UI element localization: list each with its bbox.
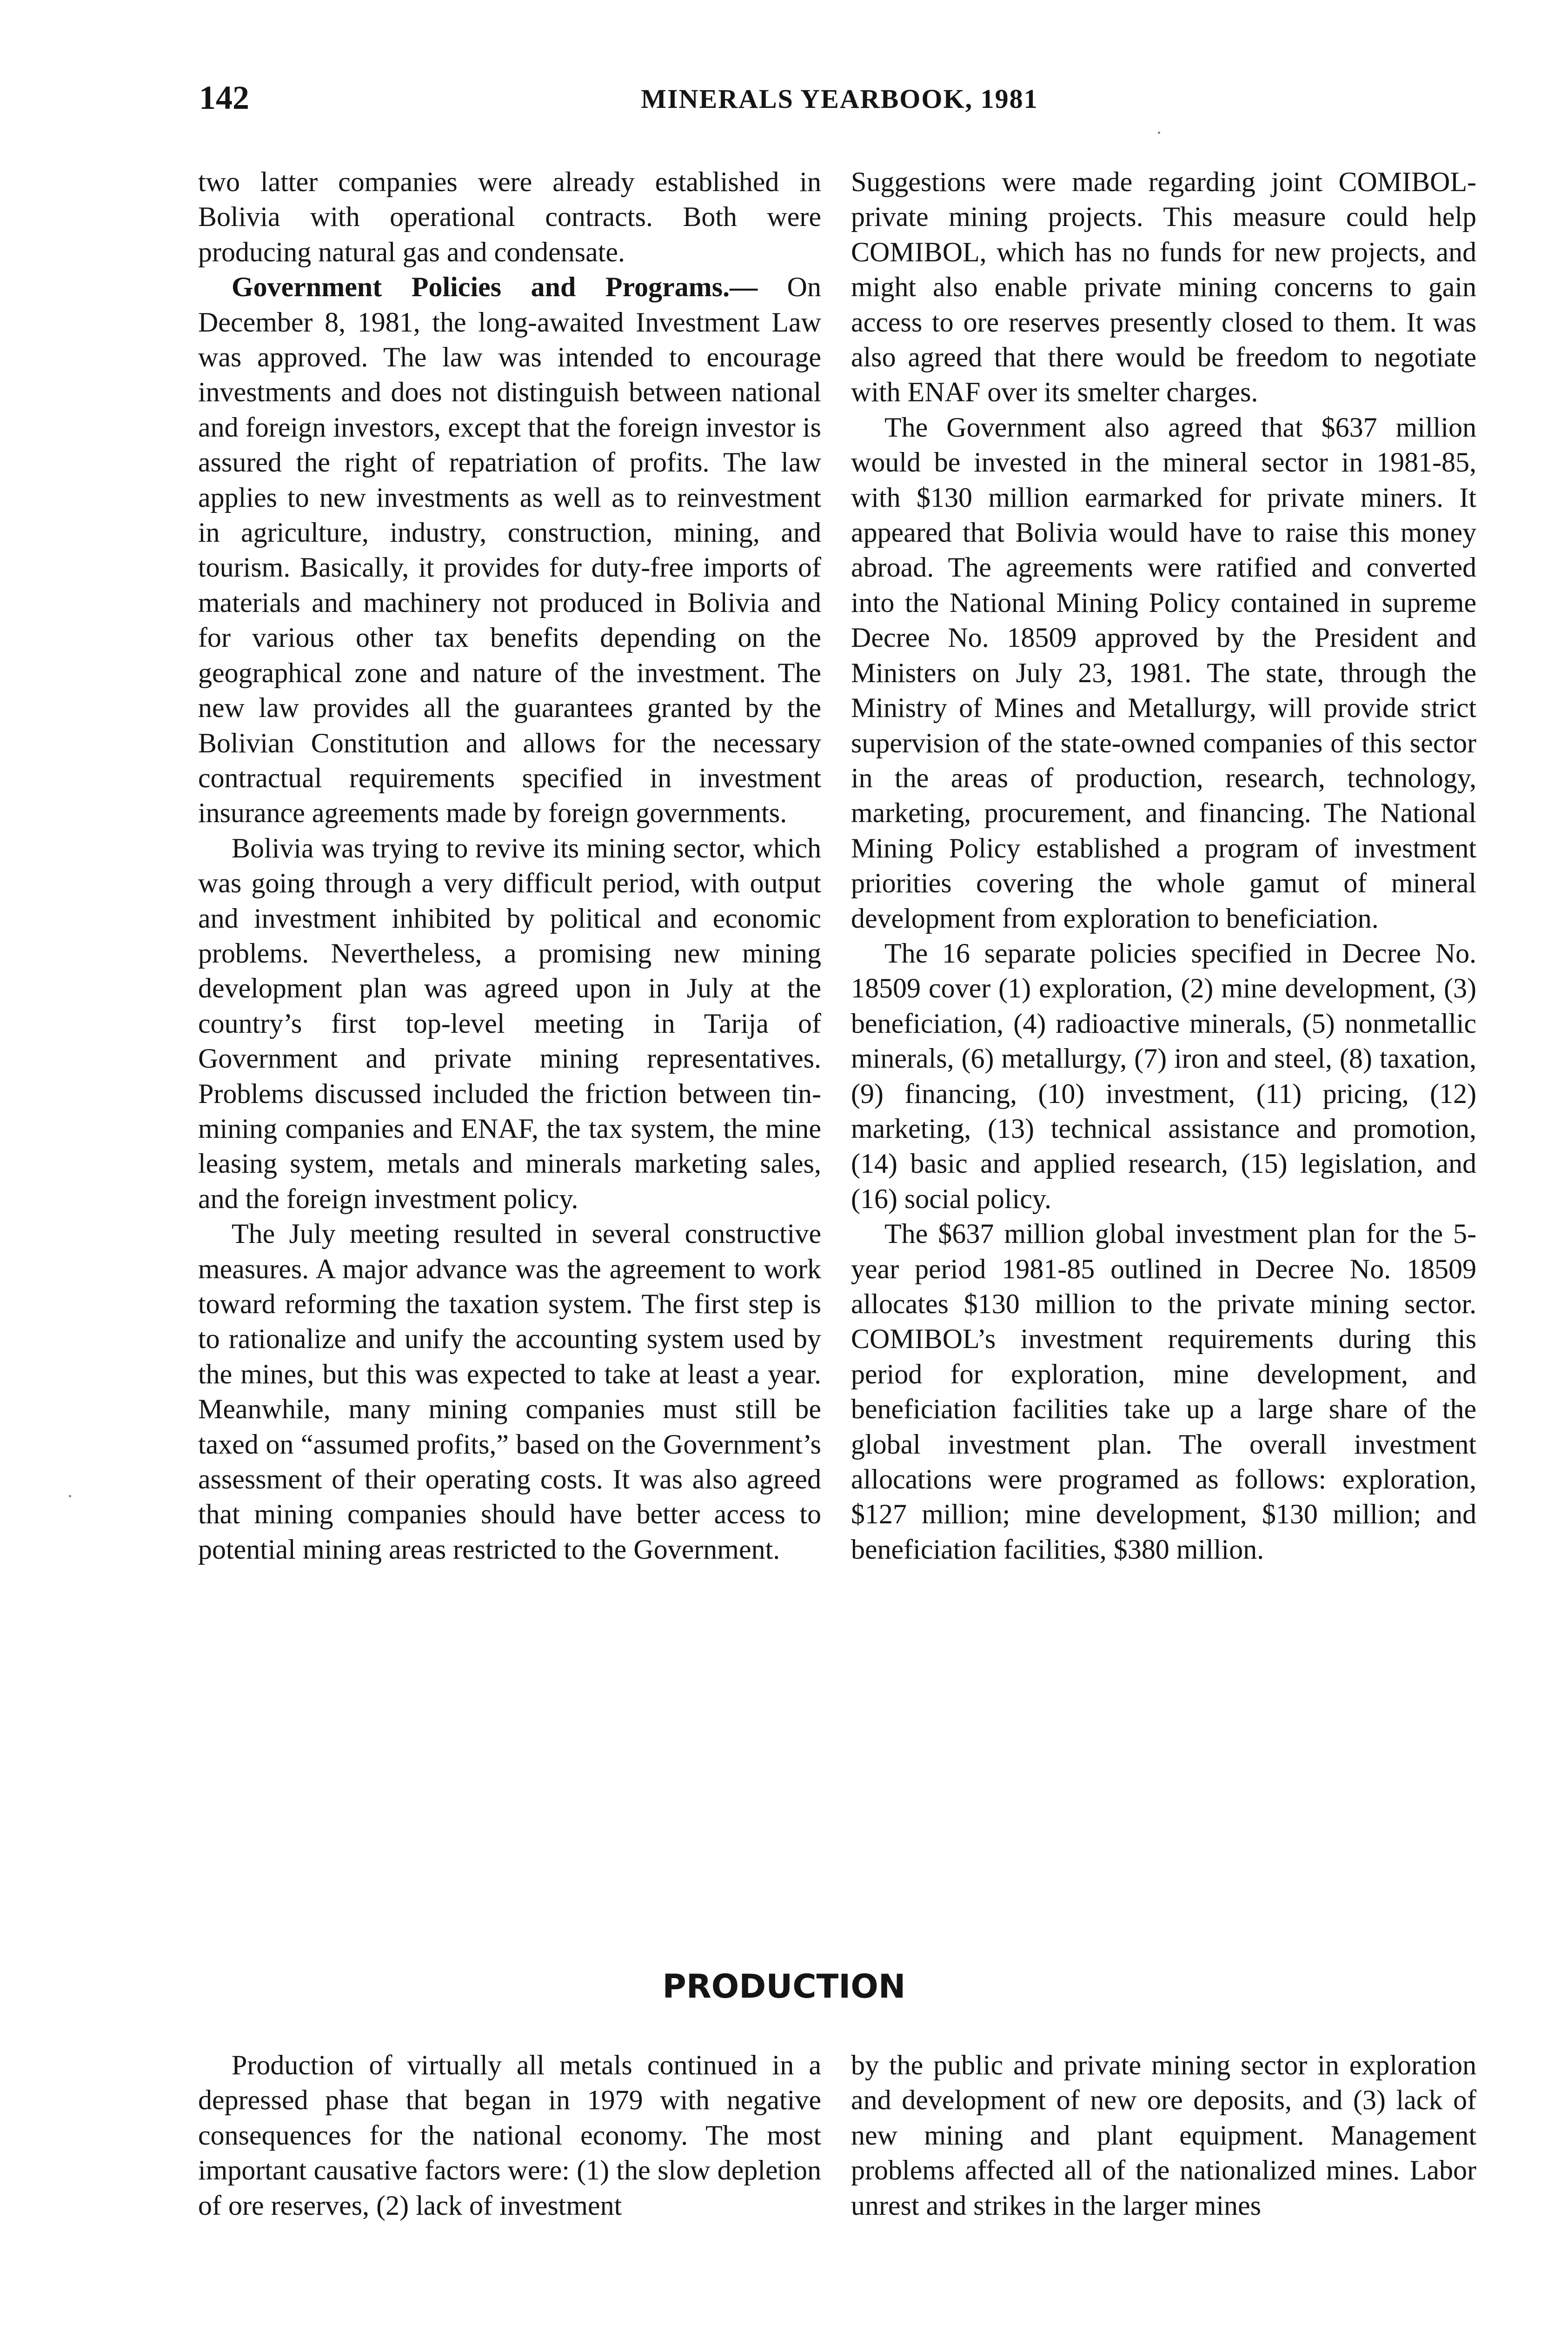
paragraph: The 16 separate policies specified in Decree No. 18509 cover (1) exploration, (2) mine development, (3) beneficiation, (4) radioactive minerals, (5) nonmetallic minerals, (6) metallurgy, (7) iron and steel, (8) taxation, (9) financing, (10) investment, (11) pricing, (12) marketing, (13) technical assistance and promotion, (14) basic and applied research, (15) legislation, and (16) social policy.: [851, 937, 1476, 1214]
scan-speck: [1158, 132, 1160, 134]
paragraph: by the public and private mining sector in exploration and development of new ore deposits, and (3) lack of new mining and plant equipment. Management problems affected all of the nationalized mines. Labor unrest and strikes in the larger mines: [851, 2050, 1476, 2221]
paragraph: Bolivia was trying to revive its mining sector, which was going through a very difficult period, with output and investment inhibited by political and economic problems. Nevertheless, a promising new mining development plan was agreed upon in July at the country’s first top-level meeting in Tarija of Government and private mining representatives. Problems discussed included the friction between tin-mining companies and ENAF, the tax system, the mine leasing system, metals and minerals marketing sales, and the foreign investment policy.: [198, 832, 821, 1214]
section-heading-production: PRODUCTION: [662, 1967, 906, 2006]
paragraph: The $637 million global investment plan for the 5-year period 1981-85 outlined in Decree No. 18509 allocates $130 million to the private mining sector. COMIBOL’s investment requirements during this period for exploration, mine development, and beneficiation facilities take up a large share of the global investment plan. The overall investment allocations were programed as follows: exploration, $127 million; mine development, $130 million; and beneficiation facilities, $380 million.: [851, 1218, 1476, 1565]
text-column-right-top: [851, 165, 1476, 1567]
paragraph: The July meeting resulted in several constructive measures. A major advance was the agreement to work toward reforming the taxation system. The first step is to rationalize and unify the accounting system used by the mines, but this was expected to take at least a year. Meanwhile, many mining companies must still be taxed on “assumed profits,” based on the Government’s assessment of their operating costs. It was also agreed that mining companies should have better access to potential mining areas restricted to the Government.: [198, 1218, 821, 1565]
paragraph: Production of virtually all metals continued in a depressed phase that began in 1979 with negative consequences for the national economy. The most important causative factors were: (1) the slow depletion of ore reserves, (2) lack of investment: [198, 2050, 821, 2221]
paragraph: two latter companies were already established in Bolivia with operational contracts. Both were producing natural gas and condensate.: [198, 166, 821, 267]
text-column-left-bottom: [198, 2048, 821, 2223]
page-header: [199, 79, 1480, 121]
paragraph: Suggestions were made regarding joint COMIBOL-private mining projects. This measure could help COMIBOL, which has no funds for new projects, and might also enable private mining concerns to gain access to ore reserves presently closed to them. It was also agreed that there would be freedom to negotiate with ENAF over its smelter charges.: [851, 166, 1476, 408]
paragraph-body: On December 8, 1981, the long-awaited Investment Law was approved. The law was intended to encourage investments and does not distinguish between national and foreign investors, except that the foreign investor is assured the right of repatriation of profits. The law applies to new investments as well as to reinvestment in agriculture, industry, construction, mining, and tourism. Basically, it provides for duty-free imports of materials and machinery not produced in Bolivia and for various other tax benefits depending on the geographical zone and nature of the investment. The new law provides all the guarantees granted by the Bolivian Constitution and allows for the necessary contractual requirements specified in investment insurance agreements made by foreign governments.: [198, 272, 821, 829]
paragraph-government-policies: [198, 270, 821, 831]
paragraph-run-in-heading: Government Policies and Programs.—: [232, 272, 758, 303]
scan-speck: [69, 1495, 71, 1497]
text-column-right-bottom: [851, 2048, 1476, 2223]
text-column-left-top: [198, 165, 821, 1567]
running-title: MINERALS YEARBOOK, 1981: [641, 84, 1038, 114]
page-number: 142: [199, 79, 249, 116]
paragraph: The Government also agreed that $637 million would be invested in the mineral sector in 1981-85, with $130 million earmarked for private miners. It appeared that Bolivia would have to raise this money abroad. The agreements were ratified and converted into the National Mining Policy contained in supreme Decree No. 18509 approved by the President and Ministers on July 23, 1981. The state, through the Ministry of Mines and Metallurgy, will provide strict supervision of the state-owned companies of this sector in the areas of production, research, technology, marketing, procurement, and financing. The National Mining Policy established a program of investment priorities covering the whole gamut of mineral development from exploration to beneficiation.: [851, 412, 1476, 934]
